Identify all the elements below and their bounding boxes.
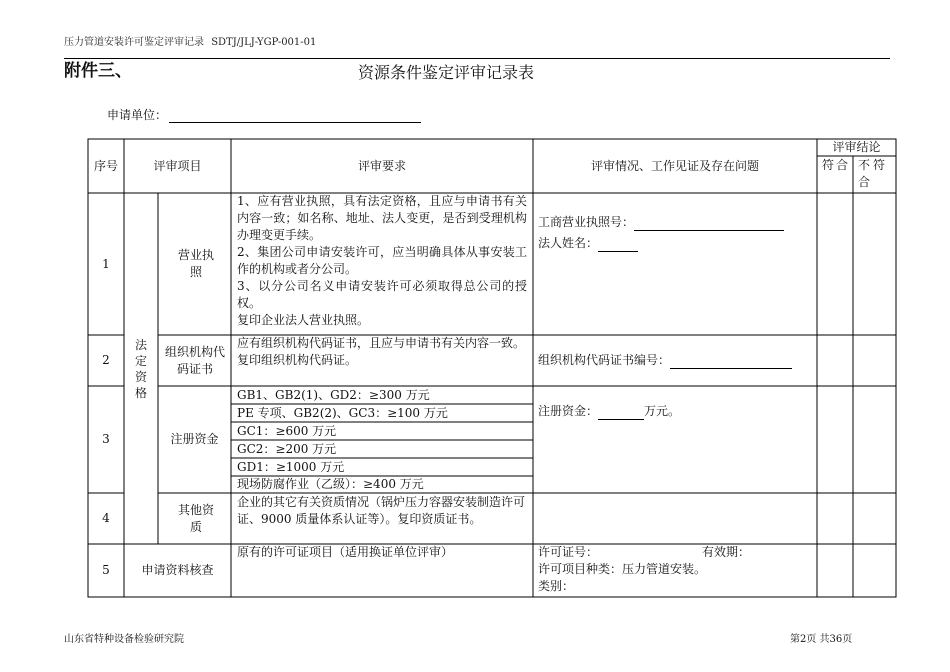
row-1-situation-legal xyxy=(538,235,813,252)
org-code-blank[interactable] xyxy=(670,356,792,369)
row-3-situation-label: 注册资金： xyxy=(538,404,599,418)
group-label: 法定资格 xyxy=(134,337,147,400)
registered-capital-blank[interactable] xyxy=(598,407,644,420)
row-5-item: 申请资料核查 xyxy=(141,563,214,577)
row-2-situation-label: 组织机构代码证书编号： xyxy=(538,353,671,367)
row-2-seq: 2 xyxy=(102,353,110,367)
col-header-requirement: 评审要求 xyxy=(357,158,406,173)
document-header-title: 压力管道安装许可鉴定评审记录 xyxy=(64,37,204,48)
document-header xyxy=(64,33,316,48)
capital-line: GD1：≥1000 万元 xyxy=(237,460,345,474)
row-1-seq: 1 xyxy=(102,256,110,271)
row-4-seq: 4 xyxy=(102,511,110,525)
row-5-seq: 5 xyxy=(102,563,110,577)
row-1-situation-license xyxy=(538,214,813,231)
row-2-requirement: 应有组织机构代码证书，且应与申请书有关内容一致。复印组织机构代码证。 xyxy=(237,336,526,367)
legal-person-blank[interactable] xyxy=(598,239,638,252)
document-header-code: SDTJ/JLJ-YGP-001-01 xyxy=(211,37,317,48)
row-1-situation-legal-label: 法人姓名： xyxy=(538,236,599,250)
applicant-field xyxy=(107,106,421,123)
col-header-seq: 序号 xyxy=(93,158,118,173)
footer-page-number: 第2页 共36页 xyxy=(790,634,853,645)
capital-line: GB1、GB2(1)、GD2：≥300 万元 xyxy=(237,388,430,402)
col-header-situation: 评审情况、工作见证及存在问题 xyxy=(590,158,759,173)
applicant-label: 申请单位： xyxy=(107,108,168,122)
footer-organization: 山东省特种设备检验研究院 xyxy=(64,634,184,645)
row-5-situation-permit xyxy=(538,544,814,561)
capital-line: GC2：≥200 万元 xyxy=(237,442,337,456)
row-2-item: 组织机构代码证书 xyxy=(164,344,225,376)
row-5-validity-label: 有效期： xyxy=(702,545,751,559)
col-header-conclusion: 评审结论 xyxy=(832,140,881,154)
group-label-cell xyxy=(124,193,158,544)
row-5-requirement: 原有的许可证项目（适用换证单位评审） xyxy=(237,545,454,559)
header-rule xyxy=(64,58,890,59)
row-4-requirement: 企业的其它有关资质情况（锅炉压力容器安装制造许可证、9000 质量体系认证等）。复印资质证书。 xyxy=(237,495,526,526)
row-5-situation-category: 类别： xyxy=(538,579,575,593)
attachment-label: 附件三、 xyxy=(64,61,132,81)
row-3-situation xyxy=(538,403,814,420)
row-1-item: 营业执照 xyxy=(177,248,214,279)
row-3-item: 注册资金 xyxy=(170,432,219,446)
row-1-situation-license-label: 工商营业执照号： xyxy=(538,215,635,229)
col-header-fail: 不符合 xyxy=(858,158,889,189)
row-1-requirement: 1、应有营业执照，具有法定资格，且应与申请书有关内容一致；如名称、地址、法人变更，是否到受理机构办理变更手续。 2、集团公司申请安装许可，应当明确具体从事安装工作的机构或者分公司。 3、以分公司名义申请安装许可必须取得总公司的授权。 复印企业法人营业执照。 xyxy=(237,194,527,327)
capital-line: GC1：≥600 万元 xyxy=(237,424,337,438)
row-4-item: 其他资质 xyxy=(177,502,214,534)
capital-line: PE 专项、GB2(2)、GC3：≥100 万元 xyxy=(237,406,448,420)
license-number-blank[interactable] xyxy=(634,218,784,231)
capital-line: 现场防腐作业（乙级）：≥400 万元 xyxy=(237,477,424,491)
form-title: 资源条件鉴定评审记录表 xyxy=(358,63,535,82)
row-3-seq: 3 xyxy=(102,432,110,446)
row-5-permit-label: 许可证号： xyxy=(538,545,599,559)
row-2-situation xyxy=(538,352,814,369)
applicant-input-line[interactable] xyxy=(169,108,421,123)
col-header-item: 评审项目 xyxy=(153,158,202,173)
col-header-pass: 符合 xyxy=(822,158,851,172)
row-3-situation-unit: 万元。 xyxy=(644,404,681,418)
row-5-situation-type: 许可项目种类：压力管道安装。 xyxy=(538,562,707,576)
